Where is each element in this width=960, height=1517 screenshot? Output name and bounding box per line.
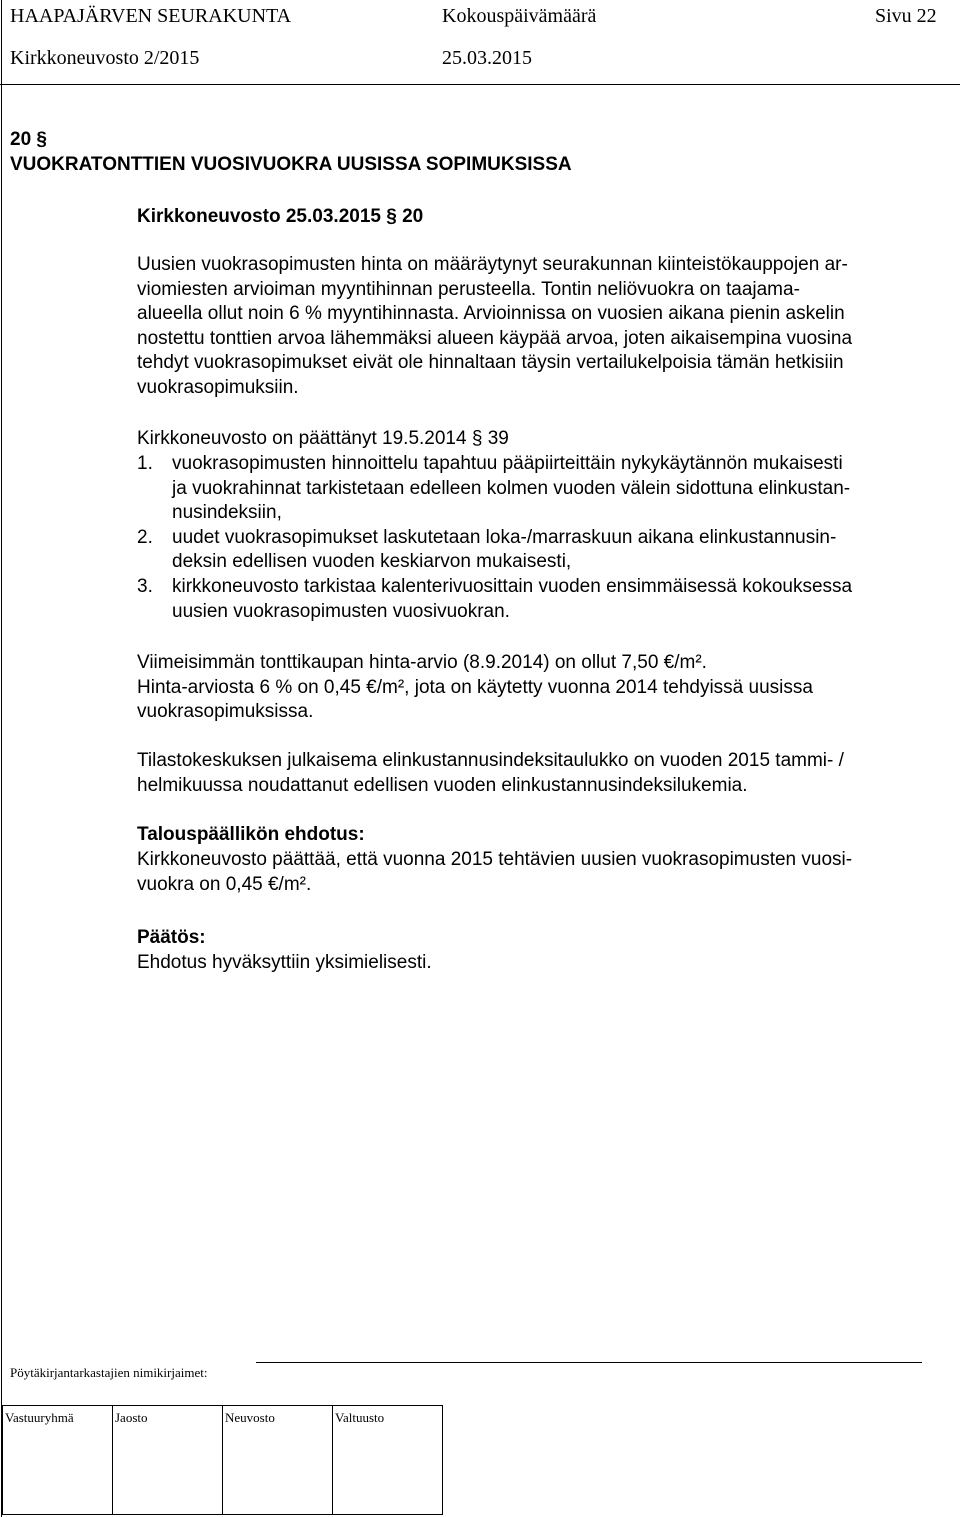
price-paragraph: [137, 651, 952, 725]
text-line: vuokrasopimuksissa.: [137, 701, 314, 723]
text-line: nusindeksiin,: [172, 502, 282, 524]
text-line: alueella ollut noin 6 % myyntihinnasta. Arvioinnissa on vuosien aikana pienin askelin: [137, 303, 845, 325]
list-number: 1.: [137, 453, 153, 474]
approval-boxes: [2, 1405, 443, 1515]
decision-text: Ehdotus hyväksyttiin yksimielisesti.: [137, 952, 432, 973]
section-subheading: Kirkkoneuvosto 25.03.2015 § 20: [137, 206, 424, 227]
section-title: VUOKRATONTTIEN VUOSIVUOKRA UUSISSA SOPIMUKSISSA: [10, 154, 572, 175]
date-label: Kokouspäivämäärä: [442, 5, 597, 27]
text-line: vuokrasopimuksiin.: [137, 376, 299, 398]
text-line: ja vuokrahinnat tarkistetaan edelleen kolmen vuoden välein sidottuna elinkustan-: [172, 477, 851, 499]
list-item: [137, 575, 952, 624]
page-left-border: [1, 0, 2, 1517]
text-line: kirkkoneuvosto tarkistaa kalenterivuosittain vuoden ensimmäisessä kokouksessa: [172, 575, 853, 597]
text-line: nostettu tonttien arvoa lähemmäksi alueen käypää arvoa, joten aikaisempina vuosina: [137, 327, 853, 349]
text-line: deksin edellisen vuoden keskiarvon mukaisesti,: [172, 551, 572, 573]
org-name: HAAPAJÄRVEN SEURAKUNTA: [10, 5, 292, 27]
text-line: viomiesten arvioiman myyntihinnan perusteella. Tontin neliövuokra on taajama-: [137, 278, 800, 300]
list-number: 3.: [137, 575, 153, 597]
text-line: helmikuussa noudattanut edellisen vuoden elinkustannusindeksilukemia.: [137, 774, 748, 796]
box-valtuusto: Valtuusto: [333, 1406, 443, 1515]
list-item: [137, 526, 952, 575]
text-line: Kirkkoneuvosto päättää, että vuonna 2015 tehtävien uusien vuokrasopimusten vuosi-: [137, 849, 853, 870]
list-item: [137, 452, 952, 526]
proposal-heading: Talouspäällikön ehdotus:: [137, 824, 365, 845]
text-line: tehdyt vuokrasopimukset eivät ole hinnaltaan täysin vertailukelpoisia tämän hetkisiin: [137, 352, 844, 374]
proposal-text: [137, 848, 952, 897]
box-jaosto: Jaosto: [113, 1406, 223, 1515]
box-vastuuryhma: Vastuuryhmä: [3, 1406, 113, 1515]
text-line: uudet vuokrasopimukset laskutetaan loka-/marraskuun aikana elinkustannusin-: [172, 526, 837, 548]
index-paragraph: [137, 749, 952, 798]
header-divider: [0, 84, 960, 85]
text-line: uusien vuokrasopimusten vuosivuokran.: [172, 600, 510, 622]
meeting-date: 25.03.2015: [442, 47, 532, 69]
page-number: Sivu 22: [875, 5, 937, 27]
decision-heading: Päätös:: [137, 927, 206, 948]
signature-line: [256, 1362, 922, 1363]
list-number: 2.: [137, 526, 153, 548]
decision-reference: Kirkkoneuvosto on päättänyt 19.5.2014 § 39: [137, 428, 509, 449]
section-number: 20 §: [10, 129, 47, 150]
text-line: Uusien vuokrasopimusten hinta on määräytynyt seurakunnan kiinteistökauppojen ar-: [137, 254, 848, 275]
intro-paragraph: [137, 253, 952, 401]
text-line: Viimeisimmän tonttikaupan hinta-arvio (8.9.2014) on ollut 7,50 €/m².: [137, 652, 707, 673]
box-neuvosto: Neuvosto: [223, 1406, 333, 1515]
meeting-name: Kirkkoneuvosto 2/2015: [10, 47, 200, 69]
decision-list: [137, 452, 952, 624]
text-line: Tilastokeskuksen julkaisema elinkustannusindeksitaulukko on vuoden 2015 tammi- /: [137, 750, 844, 771]
text-line: vuokrasopimusten hinnoittelu tapahtuu pääpiirteittäin nykykäytännön mukaisesti: [172, 453, 843, 474]
signatures-label: Pöytäkirjantarkastajien nimikirjaimet:: [10, 1365, 208, 1380]
text-line: vuokra on 0,45 €/m².: [137, 873, 312, 895]
text-line: Hinta-arviosta 6 % on 0,45 €/m², jota on käytetty vuonna 2014 tehdyissä uusissa: [137, 676, 813, 698]
